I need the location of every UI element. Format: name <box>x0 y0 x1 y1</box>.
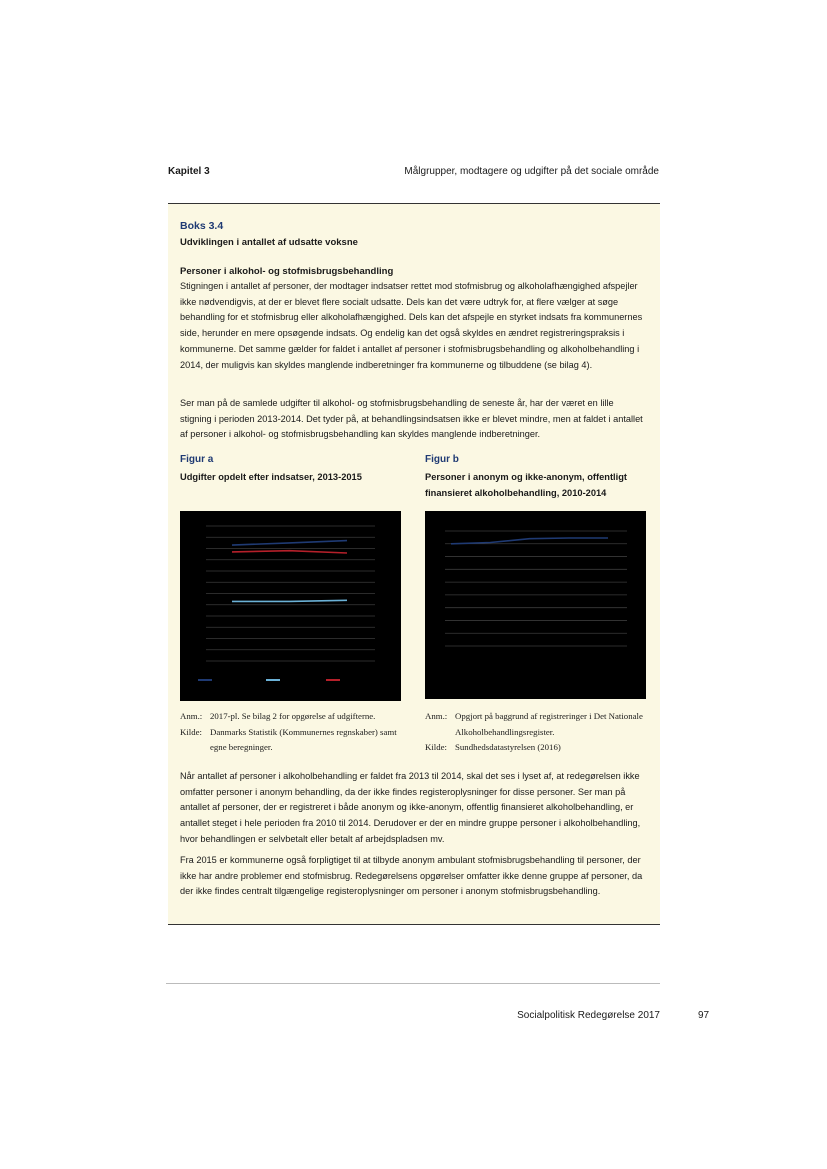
section-title: Målgrupper, modtagere og udgifter på det sociale område <box>404 166 659 177</box>
figure-b-note: Opgjort på baggrund af registreringer i Det Nationale Alkoholbehandlingsregister. <box>455 711 643 737</box>
footer-divider <box>166 983 660 984</box>
figure-b-source-key: Kilde: <box>425 742 447 752</box>
figure-a-series-3-line <box>232 600 347 601</box>
figure-a-notes <box>180 709 405 756</box>
figure-b-note-key: Anm.: <box>425 711 448 721</box>
section-heading: Personer i alkohol- og stofmisbrugsbehandling <box>180 266 394 277</box>
figure-b-label: Figur b <box>425 454 459 465</box>
figure-b-chart <box>425 511 646 699</box>
figure-b-source: Sundhedsdatastyrelsen (2016) <box>455 742 561 752</box>
box-title: Udviklingen i antallet af udsatte voksne <box>180 237 358 248</box>
figure-b-series-1-line <box>451 538 608 544</box>
figure-a-series-2-line <box>232 551 347 553</box>
figure-a-note: 2017-pl. Se bilag 2 for opgørelse af udgifterne. <box>210 711 376 721</box>
paragraph-4: Fra 2015 er kommunerne også forpligtiget til at tilbyde anonym ambulant stofmisbrugsbehandling til personer, der ikke har andre problemer end stofmisbrug. Redegørelsens opgørelser omfatter ikke denne gruppe af personer, da der ikke findes centralt tilgængelige registeroplysninger om personer i anonym stofmisbrugsbehandling. <box>180 855 643 897</box>
figure-b-notes <box>425 709 650 756</box>
paragraph-3: Når antallet af personer i alkoholbehandling er faldet fra 2013 til 2014, skal det ses i lyset af, at redegørelsen ikke omfatter personer i anonym behandling, da der ikke findes registeroplysninger for disse personer. Ser man på antallet af personer, der er registreret i både anonym og ikke-anonym, offentlig finansieret alkoholbehandling, er antallet steget i hele perioden fra 2010 til 2014. Derudover er der en mindre gruppe personer i alkoholbehandling, hvor behandlingen er selvbetalt eller betalt af arbejdspladsen mv. <box>180 771 641 844</box>
publication-title: Socialpolitisk Redegørelse 2017 <box>517 1010 660 1021</box>
figure-a-svg <box>180 511 401 701</box>
figure-b-title: Personer i anonym og ikke-anonym, offentligt finansieret alkoholbehandling, 2010-2014 <box>425 472 627 498</box>
paragraph-1: Stigningen i antallet af personer, der modtager indsatser rettet mod stofmisbrug og alkoholafhængighed afspejler ikke nødvendigvis, at der er blevet flere socialt udsatte. Dels kan det være udtryk for, at flere vælger at søge behandling for et stofmisbrug eller alkoholafhængighed. Dels kan det afspejle en styrket indsats fra kommunernes side, herunder en mere opsøgende indsats. Og endelig kan det også skyldes en ændret registreringspraksis i kommunerne. Det samme gælder for faldet i antallet af personer i stofmisbrugsbehandling og alkoholbehandling i 2014, der muligvis kan skyldes manglende indberetninger fra kommunerne og tilbuddene (se bilag 4). <box>180 281 643 370</box>
figure-a-chart <box>180 511 401 701</box>
page-number: 97 <box>698 1010 710 1021</box>
info-box <box>168 203 660 925</box>
figure-a-note-key: Anm.: <box>180 711 203 721</box>
paragraph-2: Ser man på de samlede udgifter til alkohol- og stofmisbrugsbehandling de seneste år, har der været en lille stigning i perioden 2013-2014. Det tyder på, at behandlingsindsatsen ikke er blevet mindre, men at faldet i antallet af personer i alkohol- og stofmisbrugsbehandling kan skyldes manglende indberetninger. <box>180 398 643 440</box>
figure-a-label: Figur a <box>180 454 214 465</box>
chapter-label: Kapitel 3 <box>168 166 210 177</box>
figure-a-title: Udgifter opdelt efter indsatser, 2013-2015 <box>180 472 362 482</box>
figure-a-series-1-line <box>232 541 347 546</box>
figure-a-source-key: Kilde: <box>180 726 202 737</box>
figure-a-source: Danmarks Statistik (Kommunernes regnskaber) samt egne beregninger. <box>210 726 397 752</box>
figure-b-svg <box>425 511 646 699</box>
box-label: Boks 3.4 <box>180 220 224 232</box>
